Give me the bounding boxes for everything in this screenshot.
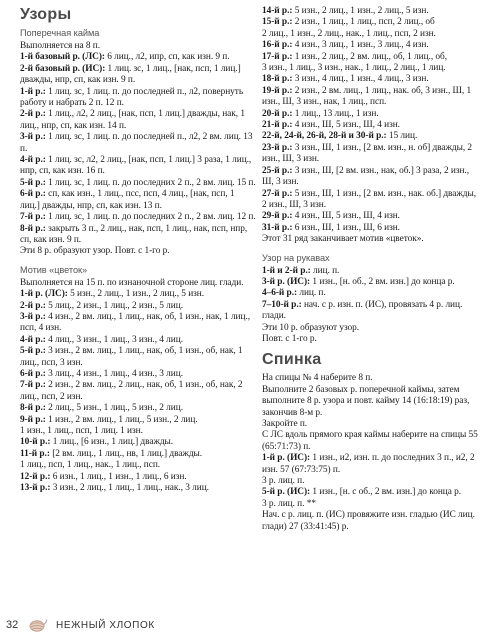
- instruction-line: Выполняется на 15 п. по изнаночной стороне лиц. глади.: [20, 277, 244, 288]
- instruction-line: 19-й р.: 2 изн., 2 вм. лиц., 1 лиц., нак. об, 3 изн., Ш, 1 изн., Ш, 3 изн., нак, 1 лиц., псп.: [262, 85, 472, 108]
- instruction-line: 17-й р.: 1 изн., 2 лиц., 2 вм. лиц., об, 1 лиц., об,: [262, 51, 447, 62]
- instruction-line: 11-й р.: [2 вм. лиц., 1 лиц., нв, 1 лиц.] дважды.: [20, 448, 203, 459]
- instruction-line: 25-й р.: 3 изн., Ш, [2 вм. изн., нак, об.] 3 раза, 2 изн., Ш, 3 изн.: [262, 165, 469, 188]
- instruction-line: Выполните 2 базовых р. поперечной каймы, затем выполните 8 р. узора и повт. кайму 14 (16:18:19) раз, закончив 8-м р.: [262, 384, 470, 418]
- border-instructions: [20, 41, 256, 258]
- section-title-back: Спинка: [262, 351, 322, 369]
- subhead-flower: Мотив «цветок»: [20, 264, 88, 275]
- instruction-line: 1-й р.: 1 лиц. зс, 1 лиц. п. до последней п., л2, повернуть работу и набрать 2 п. 12 п.: [20, 86, 244, 109]
- instruction-line: 7-й р.: 2 изн., 2 вм. лиц., 2 лиц., нак, об, 1 изн., об, нак, 2 лиц., псп, 2 изн.: [20, 380, 243, 402]
- instruction-line: Повт. с 1-го р.: [262, 333, 317, 344]
- page-footer: [6, 616, 155, 634]
- instruction-line: С ЛС вдоль прямого края каймы наберите на спицы 55 (65:71:73) п.: [262, 430, 478, 452]
- instruction-line: 5-й р. (ИС): 1 изн., [н. с об., 2 вм. изн.] до конца р.: [262, 487, 462, 498]
- footer-title: НЕЖНЫЙ ХЛОПОК: [56, 619, 155, 631]
- instruction-line: 9-й р.: 1 изн., 2 вм. лиц., 1 лиц., 5 изн., 2 лиц.: [20, 414, 198, 425]
- instruction-line: 4-й р.: 4 лиц., 3 изн., 1 лиц., 3 изн., 4 лиц.: [20, 334, 183, 345]
- instruction-line: 1-й р. (ЛС): 5 изн., 2 лиц., 1 изн., 2 лиц., 5 изн.: [20, 289, 205, 300]
- instruction-line: 6-й р.: сп, как изн., 1 лиц., псс, псп, 4 лиц., [нак, псп, 1 лиц.] дважды, нпр, сп, как изн. 13 п.: [20, 189, 235, 211]
- instruction-line: Эти 10 р. образуют узор.: [262, 322, 360, 333]
- instruction-line: Закройте п.: [262, 419, 308, 429]
- section-title-patterns: Узоры: [20, 6, 72, 23]
- instruction-line: 3-й р.: 4 изн., 2 вм. лиц., 1 лиц., нак, об, 1 изн., нак, 1 лиц., псп, 4 изн.: [20, 311, 251, 334]
- instruction-line: 8-й р.: закрыть 3 п., 2 лиц., нак, псп, 1 лиц., нак, псп, нпр, сп, как изн. 9 п.: [20, 223, 248, 245]
- instruction-line: 8-й р.: 2 лиц., 5 изн., 1 лиц., 5 изн., 2 лиц.: [20, 403, 183, 414]
- instruction-line: 23-й р.: 3 изн., Ш, 1 изн., [2 вм. изн., н. об] дважды, 2 изн., Ш, 3 изн.: [262, 142, 473, 165]
- instruction-line: 1-й и 2-й р.: лиц. п.: [262, 265, 340, 276]
- instruction-line: 29-й р.: 4 изн., Ш, 5 изн., Ш, 4 изн.: [262, 211, 400, 222]
- subhead-border: Поперечная кайма: [20, 28, 100, 38]
- page-number: 32: [6, 619, 19, 631]
- instruction-line: Этот 31 ряд заканчивает мотив «цветок».: [262, 234, 424, 245]
- subhead-sleeve-pattern: Узор на рукавах: [262, 252, 330, 263]
- instruction-line: 4–6-й р.: лиц. п.: [262, 288, 326, 299]
- instruction-line: 7–10-й р.: нач. с р. изн. п. (ИС), провязать 4 р. лиц. глади.: [262, 299, 463, 322]
- back-instructions: [262, 373, 478, 533]
- instruction-line: 5-й р.: 3 изн., 2 вм. лиц., 1 лиц., нак, об, 1 изн., об, нак, 1 лиц., псп, 3 изн.: [20, 346, 243, 368]
- instruction-line: 4-й р.: 1 лиц. зс, л2, 2 лиц., [нак, псп, 1 лиц.] 3 раза, 1 лиц., нпр, сп, как изн. 16 п.: [20, 155, 252, 177]
- flower-instructions-continued: [262, 6, 478, 246]
- instruction-line: 7-й р.: 1 лиц. зс, 1 лиц. п. до последних 2 п., 2 вм. лиц. 12 п.: [20, 212, 256, 223]
- instruction-line: 20-й р.: 1 лиц., 13 лиц., 1 изн.: [262, 108, 379, 119]
- instruction-line: 10-й р.: 1 лиц., [6 изн., 1 лиц.] дважды.: [20, 437, 174, 448]
- instruction-line: 3 р. лиц. п.: [262, 476, 305, 487]
- left-column: [20, 6, 256, 494]
- instruction-line: 2 лиц., 1 изн., 2 лиц., нак., 1 лиц., псп, 2 изн.: [262, 28, 436, 39]
- instruction-line: 13-й р.: 3 изн., 2 лиц., 1 лиц., 1 лиц., нак., 3 лиц.: [20, 483, 209, 494]
- instruction-line: 5-й р.: 1 лиц. зс, 1 лиц. п. до последних 2 п., 2 вм. лиц. 15 п.: [20, 177, 256, 188]
- instruction-line: 1-й р. (ИС): 1 изн., и2, изн. п. до последних 3 п., и2, 2 изн. 57 (67:73:75) п.: [262, 453, 475, 475]
- instruction-line: 31-й р.: 6 изн., Ш, 1 изн., Ш, 6 изн.: [262, 222, 400, 233]
- instruction-line: 12-й р.: 6 изн., 1 лиц., 1 изн., 1 лиц., 6 изн.: [20, 471, 187, 482]
- instruction-line: 2-й базовый р. (ИС): 1 лиц. зс, 1 лиц., [нак, псп, 1 лиц.] дважды, нпр, сп, как изн. 9 п.: [20, 63, 241, 86]
- instruction-line: 14-й р.: 5 изн., 2 лиц., 1 изн., 2 лиц., 5 изн.: [262, 6, 429, 16]
- instruction-line: Нач. с р. лиц. п. (ИС) провяжите изн. гладью (ИС лиц. глади) 27 (33:41:45) р.: [262, 510, 475, 532]
- instruction-line: 3-й р. (ИС): 1 изн., [н. об., 2 вм. изн.] до конца р.: [262, 276, 455, 287]
- instruction-line: 22-й, 24-й, 26-й, 28-й и 30-й р.: 15 лиц.: [262, 131, 418, 142]
- instruction-line: 16-й р.: 4 изн., 3 лиц., 1 изн., 3 лиц., 4 изн.: [262, 40, 429, 51]
- instruction-line: 6-й р.: 3 лиц., 4 изн., 1 лиц., 4 изн., 3 лиц.: [20, 368, 183, 379]
- flower-instructions: [20, 278, 256, 495]
- instruction-line: 2-й р.: 5 лиц., 2 изн., 1 лиц., 2 изн., 5 лиц.: [20, 300, 183, 311]
- instruction-line: 1 лиц., псп, 1 лиц., нак., 1 лиц., псп.: [20, 460, 161, 471]
- instruction-line: 21-й р.: 4 изн., Ш, 5 изн., Ш, 4 изн.: [262, 120, 400, 131]
- instruction-line: Эти 8 р. образуют узор. Повт. с 1-го р.: [20, 246, 170, 257]
- instruction-line: 2-й р.: 1 лиц., л2, 2 лиц., [нак, псп, 1 лиц.] дважды, нак, 1 лиц., нпр, сп, как изн. 14 п.: [20, 109, 245, 131]
- instruction-line: 3-й р.: 1 лиц. зс, 1 лиц. п. до последней п., л2, 2 вм. лиц. 13 п.: [20, 132, 253, 154]
- sleeve-instructions: [262, 266, 478, 346]
- instruction-line: 1-й базовый р. (ЛС): 6 лиц., л2, ипр, сп, как изн. 9 п.: [20, 52, 230, 63]
- instruction-line: 27-й р.: 5 изн., Ш, 1 изн., [2 вм. изн., нак. об.] дважды, 2 изн., Ш, 3 изн.: [262, 188, 477, 210]
- instruction-line: Выполняется на 8 п.: [20, 41, 101, 51]
- instruction-line: 3 изн., 1 лиц., 3 изн., нак., 1 лиц., 2 лиц., 1 лиц.: [262, 63, 446, 74]
- instruction-line: 18-й р.: 3 изн., 4 лиц., 1 изн., 4 лиц., 3 изн.: [262, 74, 429, 85]
- instruction-line: 1 изн., 1 лиц., псп, 1 лиц. 1 изн.: [20, 426, 143, 436]
- instruction-line: На спицы № 4 наберите 8 п.: [262, 373, 373, 384]
- right-column: [262, 6, 478, 533]
- yarn-icon: [28, 618, 48, 632]
- instruction-line: 3 р. лиц. п. **: [262, 498, 316, 509]
- instruction-line: 15-й р.: 2 изн., 1 лиц., 1 лиц., псп, 2 лиц., об: [262, 17, 435, 28]
